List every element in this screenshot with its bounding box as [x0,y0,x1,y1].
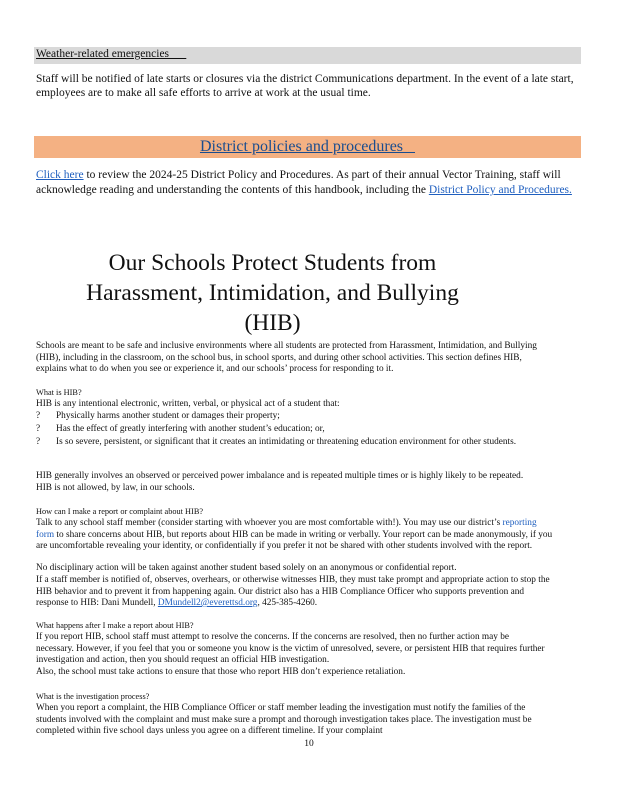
page-number: 10 [304,739,314,749]
policies-body-text: to review the 2024-25 District Policy and Procedures. As part of their annual Vector Training, staff will acknowledge reading and understanding the contents of this handbook, including the [36,169,561,196]
report-text-cont: to share concerns about HIB, but reports about HIB can be made in writing or verbally. Your report can be made anonymously, if you are uncomfortable revealing your identity, or confidentially if you prefer it not be shared with other students involved with the report. [36,529,553,551]
question-after-report: What happens after I make a report about HIB? [36,621,194,630]
report-paragraph [36,518,554,553]
bullet-marker: ? [36,424,41,434]
staff-duty-paragraph [36,575,554,610]
question-how-to-report: How can I make a report or complaint about HIB? [36,507,204,516]
hib-title [50,248,495,338]
investigation-paragraph: When you report a complaint, the HIB Compliance Officer or staff member leading the investigation must notify the families of the students involved with the complaint and must make sure a prompt and thorough investigation takes place. The investigation must be completed within five school days unless you agree on a different timeline. If your complaint [36,703,532,736]
reporting-form-link[interactable]: reporting form [36,518,537,540]
bullet-marker: ? [36,411,41,421]
question-investigation: What is the investigation process? [36,692,150,701]
bullet-text: Is so severe, persistent, or significant that it creates an intimidating or threatening education environment for other students. [56,437,517,447]
weather-heading: Weather-related emergencies [36,48,187,60]
click-here-link[interactable]: Click here [36,169,84,181]
hib-title-line-3: (HIB) [244,310,301,336]
phone-number: , 425-385-4260. [257,598,318,608]
policies-heading-text: District policies and procedures [199,138,416,155]
bullet-marker: ? [36,437,41,447]
bullet-text: Has the effect of greatly interfering with another student’s education; or, [56,424,325,434]
policies-paragraph [36,168,576,198]
anonymous-note: No disciplinary action will be taken against another student based solely on an anonymous or confidential report. [36,563,457,573]
staff-duty-text: If a staff member is notified of, observes, overhears, or otherwise witnesses HIB, they must take prompt and appropriate action to stop the HIB behavior and to prevent it from happening again. Our district also has a HIB Compliance Officer who supports prevention and response to HIB: Dani Mundell, [36,575,550,608]
hib-intro: Schools are meant to be safe and inclusive environments where all students are protected from Harassment, Intimidation, and Bullying (HIB), including in the classroom, on the school bus, in school sports, and during other school activities. This section defines HIB, explains what to do when you see or experience it, and our schools’ process for responding to it. [36,341,537,374]
question-what-is-hib: What is HIB? [36,388,82,397]
after-report-paragraph: If you report HIB, school staff must attempt to resolve the concerns. If the concerns are resolved, then no further action may be necessary. However, if you feel that you or someone you know is the victim of unresolved, severe, or persistent HIB that requires further investigation and action, then you should request an official HIB investigation. [36,632,545,665]
report-text: Talk to any school staff member (consider starting with whoever you are most comfortable with!). You may use our district’s [36,518,503,528]
hib-definition: HIB is any intentional electronic, written, verbal, or physical act of a student that: [36,399,340,409]
district-policy-link[interactable]: District Policy and Procedures. [428,184,572,196]
bullet-text: Physically harms another student or damages their property; [56,411,280,421]
hib-title-line-1: Our Schools Protect Students from [108,250,437,276]
weather-paragraph: Staff will be notified of late starts or closures via the district Communications department. In the event of a late start, employees are to make all safe efforts to arrive at work at the usual time. [36,73,574,99]
hib-title-line-2: Harassment, Intimidation, and Bullying [86,280,459,306]
retaliation-note: Also, the school must take actions to ensure that those who report HIB don’t experience retaliation. [36,667,406,677]
hib-power-imbalance: HIB generally involves an observed or perceived power imbalance and is repeated multiple times or is highly likely to be repeated. HIB is not allowed, by law, in our schools. [36,471,524,493]
policies-heading [34,138,581,156]
compliance-officer-email-link[interactable]: DMundell2@everettsd.org [157,598,258,608]
